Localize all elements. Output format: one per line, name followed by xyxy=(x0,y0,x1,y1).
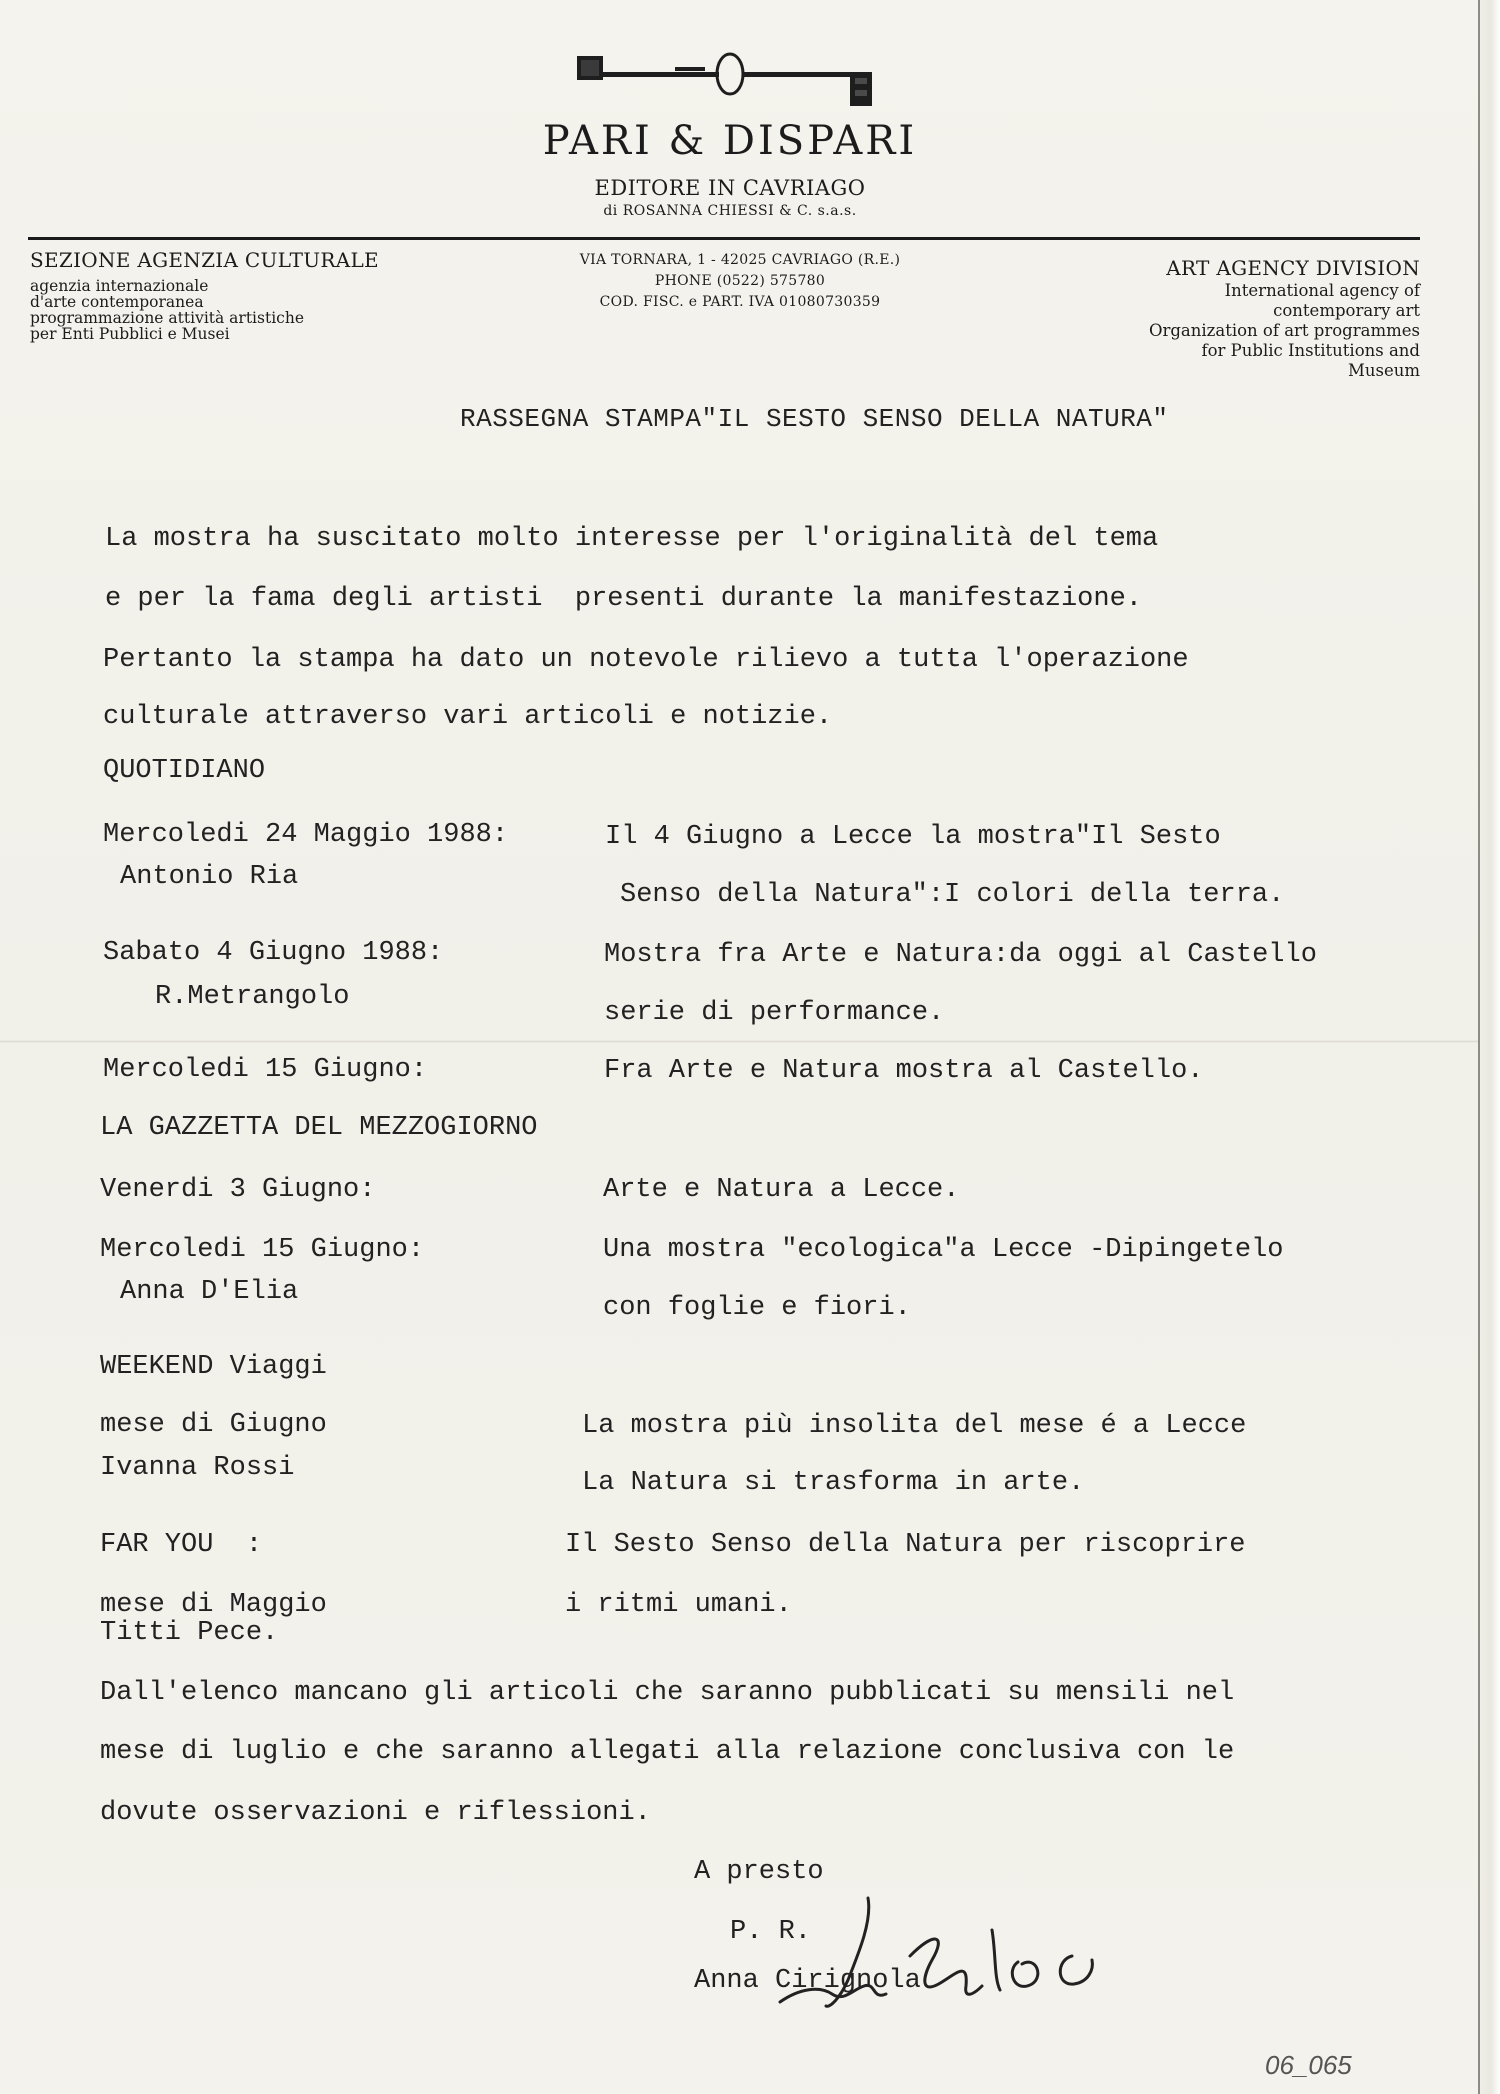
brand-name: PARI & DISPARI xyxy=(542,118,918,164)
entry-author: Ivanna Rossi xyxy=(100,1453,295,1483)
entry-text: Il Sesto Senso della Natura per riscoprire xyxy=(565,1530,1246,1560)
header-left-line: agenzia internazionale xyxy=(30,277,209,295)
entry-text: Senso della Natura":I colori della terra. xyxy=(620,880,1285,910)
section-heading: FAR YOU : xyxy=(100,1530,263,1560)
entry-text: Il 4 Giugno a Lecce la mostra"Il Sesto xyxy=(605,822,1221,852)
header-rule xyxy=(28,237,1420,240)
entry-date: Mercoledi 24 Maggio 1988: xyxy=(103,820,509,850)
section-heading: QUOTIDIANO xyxy=(103,756,266,786)
header-center-block xyxy=(520,250,960,313)
pr-initials: P. R. xyxy=(730,1917,812,1947)
paper-right-edge xyxy=(1478,0,1500,2094)
tax-line: COD. FISC. e PART. IVA 01080730359 xyxy=(599,294,881,310)
entry-text: con foglie e fiori. xyxy=(603,1293,911,1323)
section-heading: LA GAZZETTA DEL MEZZOGIORNO xyxy=(100,1113,538,1143)
entry-text: Fra Arte e Natura mostra al Castello. xyxy=(604,1056,1204,1086)
header-right-block xyxy=(1000,255,1420,381)
entry-date: mese di Maggio xyxy=(100,1590,327,1620)
entry-text: La Natura si trasforma in arte. xyxy=(582,1468,1085,1498)
intro-line: La mostra ha suscitato molto interesse per l'originalità del tema xyxy=(105,524,1159,554)
intro-line: e per la fama degli artisti presenti durante la manifestazione. xyxy=(105,584,1142,614)
entry-text: Mostra fra Arte e Natura:da oggi al Castello xyxy=(604,940,1317,970)
entry-author: Antonio Ria xyxy=(120,862,299,892)
entry-text: Arte e Natura a Lecce. xyxy=(603,1175,960,1205)
header-left-title: SEZIONE AGENZIA CULTURALE xyxy=(30,248,379,272)
address-line: VIA TORNARA, 1 - 42025 CAVRIAGO (R.E.) xyxy=(579,252,901,268)
entry-text: Una mostra "ecologica"a Lecce -Dipingetelo xyxy=(603,1235,1284,1265)
entry-author: Anna D'Elia xyxy=(120,1277,299,1307)
header-right-line: Organization of art programmes xyxy=(1148,321,1420,340)
entry-author: R.Metrangolo xyxy=(155,982,350,1012)
header-left-line: per Enti Pubblici e Musei xyxy=(30,325,230,343)
entry-date: mese di Giugno xyxy=(100,1410,327,1440)
entry-date: Mercoledi 15 Giugno: xyxy=(100,1235,425,1265)
closing-line: dovute osservazioni e riflessioni. xyxy=(100,1798,651,1828)
entry-text: i ritmi umani. xyxy=(565,1590,792,1620)
header-right-line: International agency of xyxy=(1224,281,1420,300)
archive-number: 06_065 xyxy=(1265,2050,1352,2080)
intro-line: Pertanto la stampa ha dato un notevole rilievo a tutta l'operazione xyxy=(103,645,1189,675)
signoff: A presto xyxy=(694,1857,824,1887)
entry-date: Sabato 4 Giugno 1988: xyxy=(103,938,444,968)
header-left-block xyxy=(30,248,430,342)
header-right-line: for Public Institutions and xyxy=(1201,341,1420,360)
entry-date: Venerdi 3 Giugno: xyxy=(100,1175,376,1205)
closing-line: mese di luglio e che saranno allegati alla relazione conclusiva con le xyxy=(100,1737,1235,1767)
header-right-title: ART AGENCY DIVISION xyxy=(1166,256,1420,280)
paper-edge-line xyxy=(1478,0,1480,2094)
entry-text: serie di performance. xyxy=(604,998,945,1028)
header-left-line: d'arte contemporanea xyxy=(30,293,204,311)
entry-date: Mercoledi 15 Giugno: xyxy=(103,1055,428,1085)
section-heading: WEEKEND Viaggi xyxy=(100,1352,327,1382)
header-left-line: programmazione attività artistiche xyxy=(30,309,304,327)
signer-name: Anna Cirignola xyxy=(694,1966,921,1996)
header-right-line: contemporary art xyxy=(1273,301,1420,320)
entry-text: La mostra più insolita del mese é a Lecce xyxy=(582,1411,1247,1441)
owner-line: di ROSANNA CHIESSI & C. s.a.s. xyxy=(603,203,857,219)
entry-author: Titti Pece. xyxy=(100,1618,279,1648)
document-title: RASSEGNA STAMPA"IL SESTO SENSO DELLA NATURA" xyxy=(460,404,1169,434)
key-logo-icon xyxy=(575,48,885,128)
closing-line: Dall'elenco mancano gli articoli che saranno pubblicati su mensili nel xyxy=(100,1678,1235,1708)
intro-line: culturale attraverso vari articoli e notizie. xyxy=(103,702,833,732)
phone-line: PHONE (0522) 575780 xyxy=(654,273,826,289)
publisher-line: EDITORE IN CAVRIAGO xyxy=(594,176,866,200)
paper-fold-line xyxy=(0,1040,1500,1043)
header-right-line: Museum xyxy=(1347,361,1420,380)
handwritten-signature xyxy=(760,1890,1140,2040)
